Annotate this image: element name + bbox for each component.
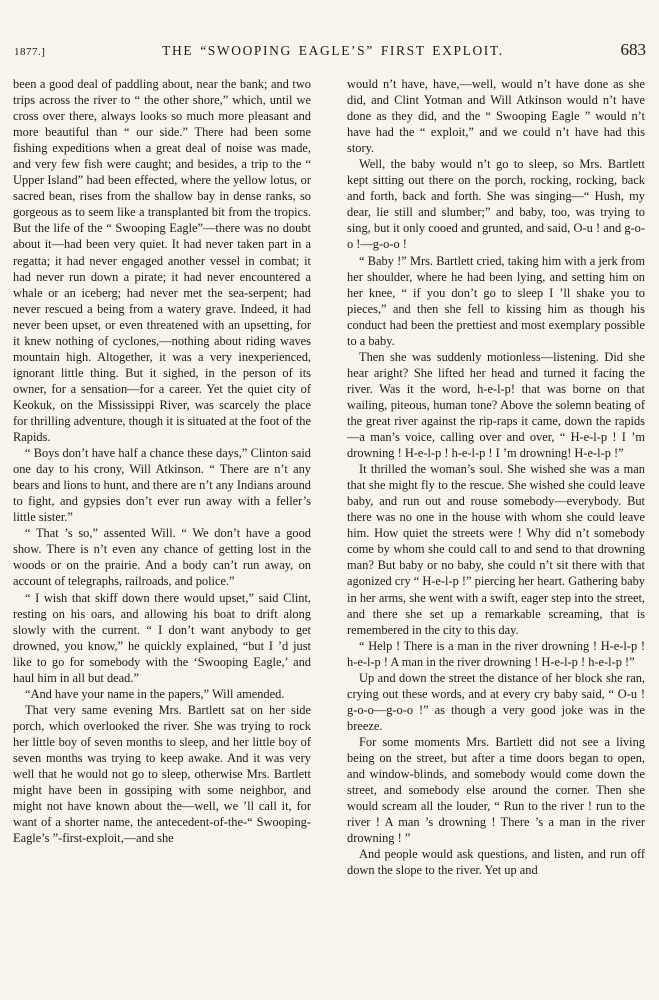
paragraph: “ Baby !” Mrs. Bartlett cried, taking him with a jerk from her shoulder, where he had been lying, and setting him on her knee, “ if you don’t go to sleep I ’ll shake you to pieces,” and then she fell to kissing him as though his conduct had been the prettiest and most exemplary possible to a baby.	[347, 253, 645, 348]
story-title: THE “SWOOPING EAGLE’S” FIRST EXPLOIT.	[162, 43, 504, 58]
paragraph: “ Boys don’t have half a chance these days,” Clinton said one day to his crony, Will Atkinson. “ There are n’t any bears and lions to hunt, and there are n’t any Indians around to fight, and gypsies don’t ever run away with a feller’s little sister.”	[13, 446, 311, 525]
issue-year: 1877.]	[14, 46, 46, 58]
paragraph: And people would ask questions, and listen, and run off down the slope to the river. Yet up and	[347, 847, 645, 878]
paragraph: “ That ’s so,” assented Will. “ We don’t have a good show. There is n’t even any chance of getting lost in the woods or on the prairie. And a body can’t run away, on account of telegraphs, railroads, and police.”	[13, 526, 311, 589]
right-column	[347, 76, 645, 878]
paragraph: “ I wish that skiff down there would upset,” said Clint, resting on his oars, and allowing his boat to drift along slowly with the current. “ I don’t want anybody to get drowned, you know,” he quickly explained, “but I ’d just like to go for somebody with the ‘Swooping Eagle,’ and haul him in all but dead.”	[13, 590, 311, 685]
left-column	[13, 76, 311, 846]
paragraph: “And have your name in the papers,” Will amended.	[25, 686, 285, 701]
page-number: 683	[620, 40, 646, 59]
paragraph: would n’t have, have,—well, would n’t have done as she did, and Clint Yotman and Will Atkinson would n’t have done as they did, and the “ Swooping Eagle ” would n’t have had the “ exploit,” and we could n’t have had this story.	[347, 77, 645, 156]
paragraph: Well, the baby would n’t go to sleep, so Mrs. Bartlett kept sitting out there on the porch, rocking, rocking, back and forth, back and forth. She was singing—“ Hush, my dear, lie still and slumber;” and baby, too, was trying to sing, but it only cooed and grunted, and said, O-u ! and g-o-o !—g-o-o !	[347, 157, 645, 252]
paragraph: For some moments Mrs. Bartlett did not see a living being on the street, but after a time doors began to open, and window-blinds, and somebody would come down the street, and somebody else around the corner. Then she would scream all the louder, “ Run to the river ! run to the river ! A man ’s drowning ! There ’s a man in the river drowning ! ”	[347, 734, 645, 846]
paragraph: “ Help ! There is a man in the river drowning ! H-e-l-p ! h-e-l-p ! A man in the river drowning ! H-e-l-p ! h-e-l-p !”	[347, 638, 645, 669]
running-header	[14, 40, 646, 62]
paragraph: That very same evening Mrs. Bartlett sat on her side porch, which overlooked the river. She was trying to rock her little boy of seven months to sleep, and her little boy of seven months was trying to keep awake. And it was very well that he would not go to sleep, otherwise Mrs. Bartlett might have been in gossiping with some neighbor, and might not have known about the—well, we ’ll call it, for want of a shorter name, the antecedent-of-the-“ Swooping-Eagle’s ”-first-exploit,—and she	[13, 702, 311, 846]
paragraph: Up and down the street the distance of her block she ran, crying out these words, and at every cry baby said, “ O-u ! g-o-o—g-o-o !” as though a very good joke was in the breeze.	[347, 670, 645, 733]
paragraph: been a good deal of paddling about, near the bank; and two trips across the river to “ the other shore,” which, until we cross over there, always looks so much more pleasant and more beautiful than “ our side.” There had been some fishing expeditions when a great deal of noise was made, and very few fish were caught; and besides, a trip to the “ Upper Island” had been effected, where the yellow lotus, or sacred bean, rises from the shallow bay in dense ranks, so gorgeous as to seem like a transplanted bit from the tropics. But the life of the “ Swooping Eagle”—there was no doubt about it—had been very quiet. It had never taken part in a regatta; it had never engaged another vessel in combat; it had never run down a pirate; it had never encountered a whale or an iceberg; had never met the sea-serpent; had never rescued a being from a watery grave. Indeed, it had never been upset, or even threatened with an upsetting, for it knew nothing of cyclones,—nothing about riding waves mountain high. Altogether, it was a very inexperienced, ignorant little thing. But it sighed, in the person of its owner, for a sensation—for a career. Yet the quiet city of Keokuk, on the Mississippi River, was scarcely the place for thrilling adventure, though it is situated at the foot of the Rapids.	[13, 77, 311, 445]
paragraph: Then she was suddenly motionless—listening. Did she hear aright? She lifted her head and turned it facing the river. Was it the word, h-e-l-p! that was borne on that wailing, piteous, human tone? Above the solemn beating of the great river against the rip-raps it came, down the rapids—a man’s voice, calling over and over, “ H-e-l-p ! I ’m drowning ! H-e-l-p ! h-e-l-p ! I ’m drowning! H-e-l-p !”	[347, 349, 645, 461]
paragraph: It thrilled the woman’s soul. She wished she was a man that she might fly to the rescue. She wished she could leave baby, and run out and rouse somebody—everybody. But there was no one in the house with whom she could leave him. How quiet the streets were ! Why did n’t somebody come by whom she could call to and send to that drowning man? But baby or no baby, she could n’t sit there with that agonized cry “ H-e-l-p !” piercing her heart. Gathering baby in her arms, she went with a swift, eager step into the street, and there she set up a remarkable screaming, that is remembered in the city to this day.	[347, 462, 645, 637]
